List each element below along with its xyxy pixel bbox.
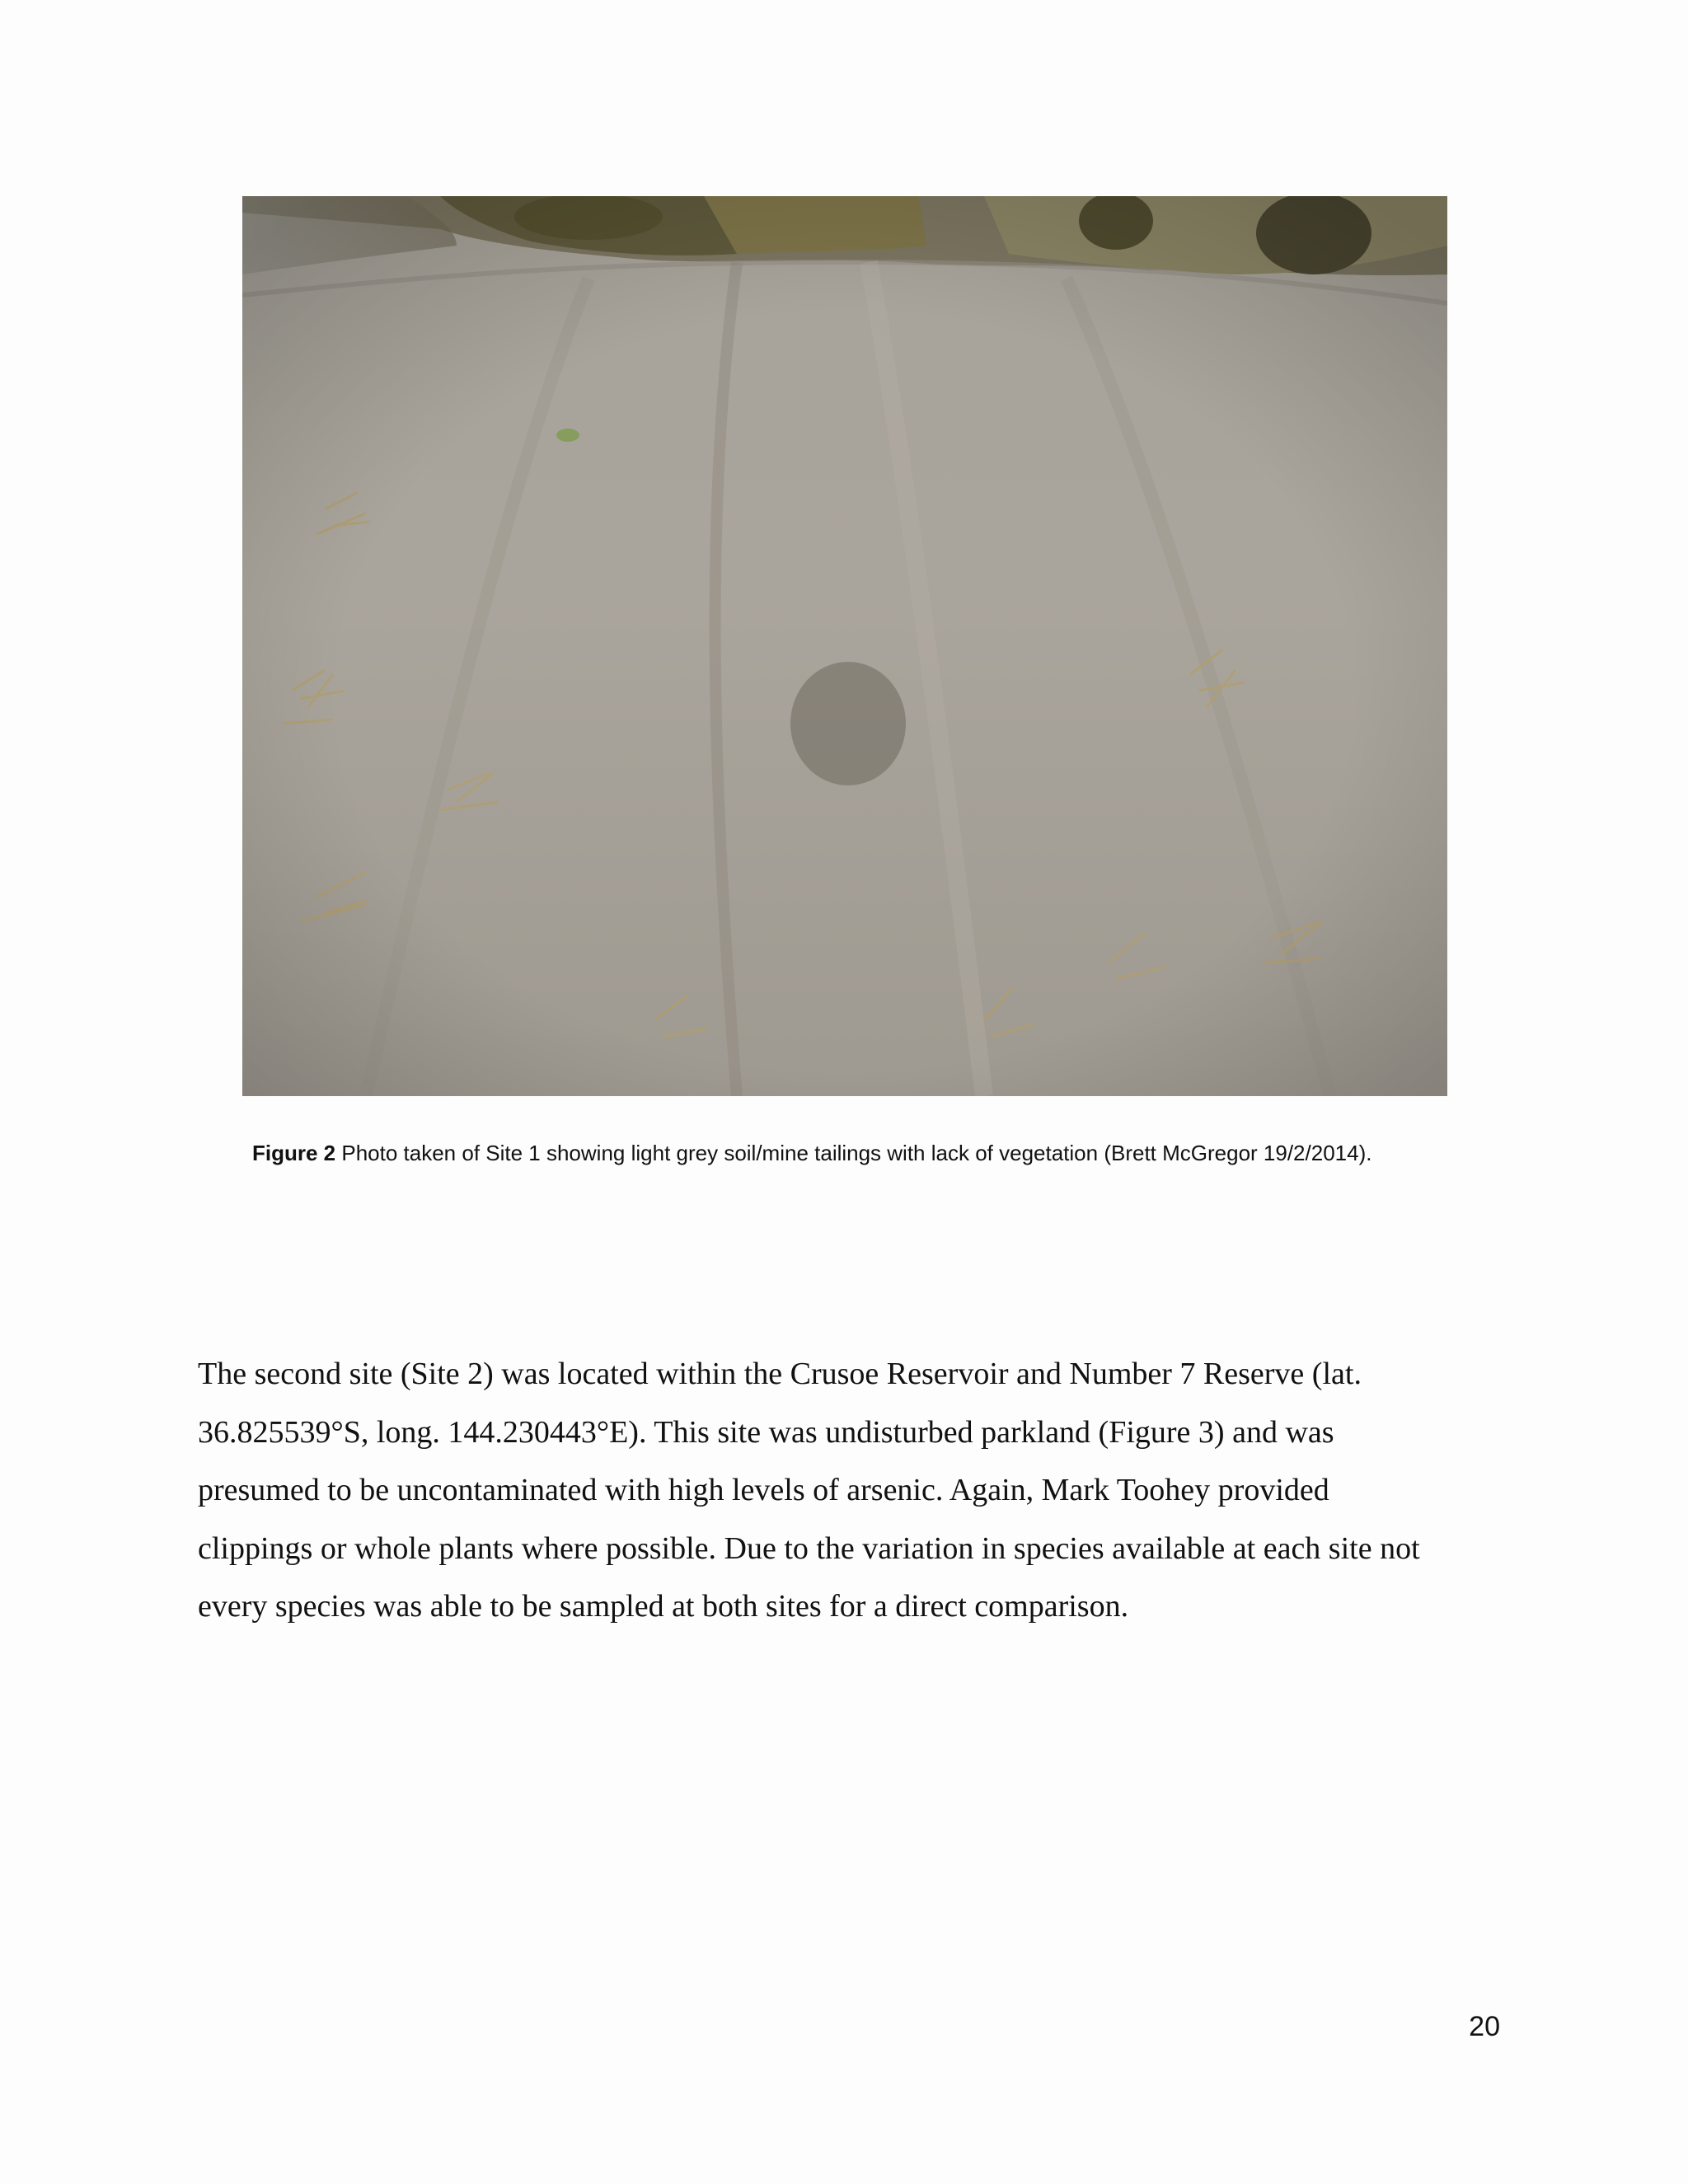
paragraph-line: 36.825539°S, long. 144.230443°E). This site was undisturbed parkland (Figure 3) and was [198, 1414, 1334, 1450]
site-photo-image [242, 196, 1447, 1096]
paragraph-line: presumed to be uncontaminated with high levels of arsenic. Again, Mark Toohey provided [198, 1473, 1329, 1507]
figure-caption [252, 1138, 1456, 1168]
page-number: 20 [1469, 2011, 1500, 2042]
figure-label: Figure 2 [252, 1141, 336, 1165]
paragraph-line: clippings or whole plants where possible. Due to the variation in species available at each site not [198, 1530, 1420, 1566]
paragraph-line: The second site (Site 2) was located within the Crusoe Reservoir and Number 7 Reserve (lat. [198, 1357, 1362, 1391]
paragraph-line: every species was able to be sampled at both sites for a direct comparison. [198, 1589, 1129, 1624]
body-paragraph [198, 1345, 1500, 1636]
site-photo [242, 196, 1447, 1096]
figure-caption-text: Photo taken of Site 1 showing light grey soil/mine tailings with lack of vegetation (Brett McGregor 19/2/2014). [335, 1141, 1372, 1165]
